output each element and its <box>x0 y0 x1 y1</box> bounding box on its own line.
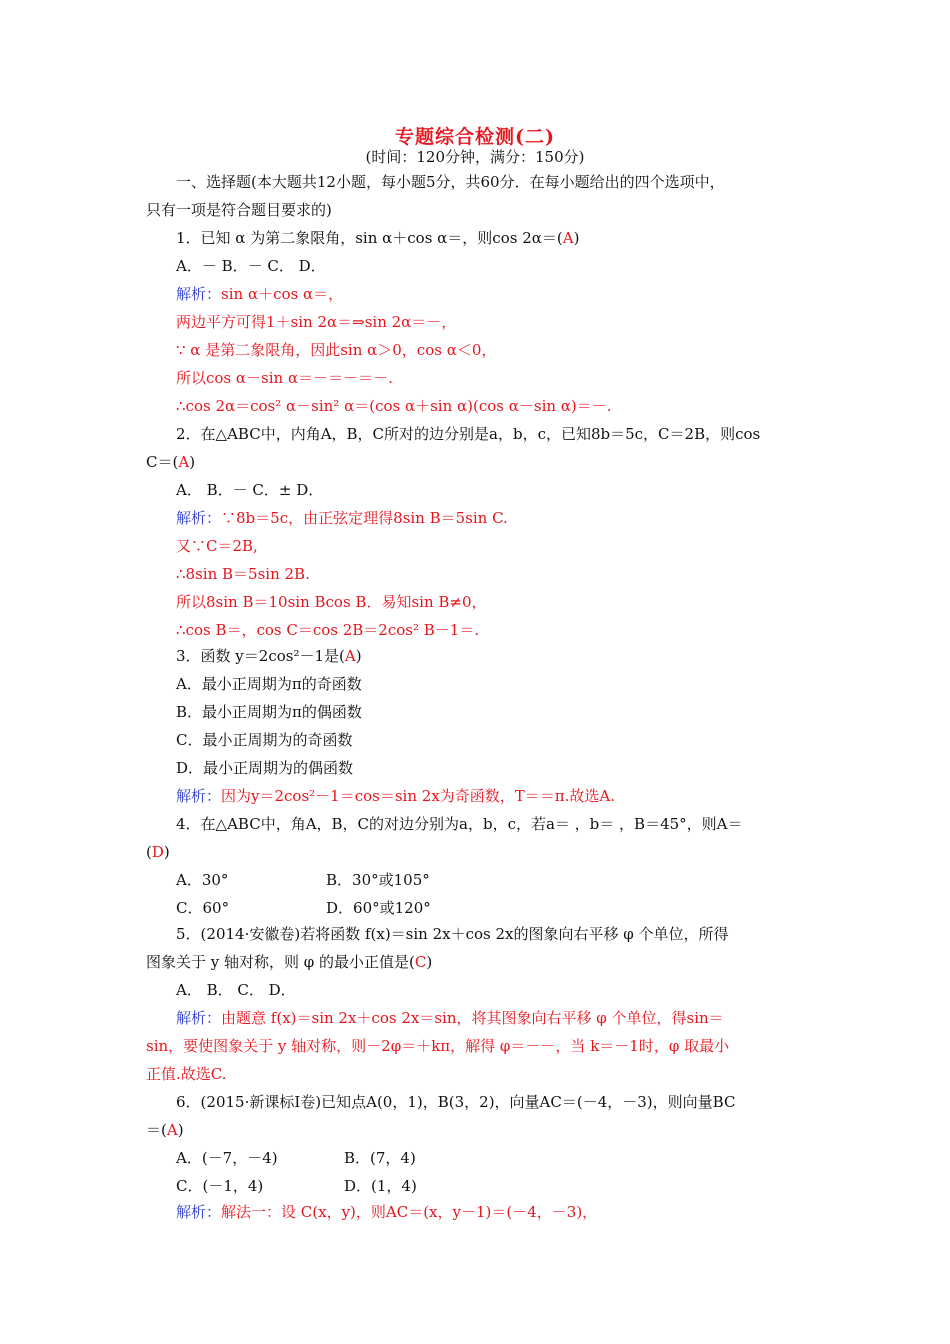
q4-answer: D <box>151 843 164 861</box>
q6-close: ) <box>177 1121 184 1139</box>
q1-solution-text1: sin α＋cos α＝， <box>221 285 344 303</box>
q3-stem-text: 3．函数 y＝2cos²－1是( <box>176 647 345 665</box>
q1-options: A．－ B．－ C． D． <box>176 257 326 275</box>
page-title: 专题综合检测(二) <box>395 126 555 148</box>
q6-solution-line1 <box>176 1202 597 1222</box>
q1-solution-label: 解析： <box>176 285 222 303</box>
q6-solution-text1: 解法一：设 C(x，y)，则AC＝(x，y－1)＝(－4，－3)， <box>221 1203 598 1221</box>
q6-option-c: C．(－1，4) <box>176 1177 264 1195</box>
q6-stem-line1: 6．(2015·新课标Ⅰ卷)已知点A(0，1)，B(3，2)，向量AC＝(－4，－3)，则向量BC <box>176 1093 736 1111</box>
q4-option-c: C．60° <box>176 899 230 917</box>
q4-close: ) <box>163 843 170 861</box>
q6-option-d: D．(1，4) <box>344 1177 417 1195</box>
q6-stem-line2 <box>146 1120 184 1140</box>
q3-answer: A <box>344 647 356 665</box>
q3-stem <box>176 646 362 666</box>
q1-solution-line3: ∵ α 是第二象限角，因此sin α＞0，cos α＜0， <box>176 341 497 359</box>
q3-close: ) <box>355 647 362 665</box>
q6-option-b: B．(7，4) <box>344 1149 416 1167</box>
q1-solution-line1 <box>176 284 343 304</box>
q5-answer: C <box>414 953 427 971</box>
q4-stem-line1: 4．在△ABC中，角A，B，C的对边分别为a，b，c，若a＝ ，b＝ ，B＝45°，则A＝ <box>176 815 743 833</box>
q1-answer: A <box>562 229 574 247</box>
q5-stem-text: 图象关于 y 轴对称，则 φ 的最小正值是( <box>146 953 415 971</box>
q1-solution-line2: 两边平方可得1＋sin 2α＝⇒sin 2α＝－， <box>176 313 457 331</box>
q2-stem-line1: 2．在△ABC中，内角A，B，C所对的边分别是a，b，c，已知8b＝5c，C＝2B，则cos <box>176 425 761 443</box>
q5-solution-label: 解析： <box>176 1009 222 1027</box>
q2-solution-line3: ∴8sin B＝5sin 2B. <box>176 565 310 583</box>
q2-solution-text1: ∵8b＝5c，由正弦定理得8sin B＝5sin C. <box>221 509 508 527</box>
q4-option-a: A．30° <box>176 871 229 889</box>
page-subtitle: (时间：120分钟，满分：150分) <box>365 148 585 166</box>
q3-option-a: A．最小正周期为π的奇函数 <box>176 675 362 693</box>
q3-option-c: C．最小正周期为的奇函数 <box>176 731 353 749</box>
q2-stem-text: C＝( <box>146 453 179 471</box>
q2-solution-line4: 所以8sin B＝10sin Bcos B．易知sin B≠0， <box>176 593 487 611</box>
q6-stem-text: ＝( <box>146 1121 167 1139</box>
q6-option-a: A．(－7，－4) <box>176 1149 278 1167</box>
q1-solution-line4: 所以cos α－sin α＝－＝－＝－. <box>176 369 393 387</box>
q2-stem-line2 <box>146 452 195 472</box>
q1-solution-line5: ∴cos 2α＝cos² α－sin² α＝(cos α＋sin α)(cos α－sin α)＝－. <box>176 397 612 415</box>
q2-solution-line2: 又∵C＝2B, <box>176 537 258 555</box>
q2-solution-label: 解析： <box>176 509 222 527</box>
q5-solution-line3: 正值.故选C. <box>146 1065 227 1083</box>
q5-solution-line2: sin，要使图象关于 y 轴对称，则－2φ＝＋kπ，解得 φ＝－－，当 k＝－1时，φ 取最小 <box>146 1037 730 1055</box>
q3-option-d: D．最小正周期为的偶函数 <box>176 759 354 777</box>
q5-close: ) <box>426 953 433 971</box>
q2-solution-line1 <box>176 508 508 528</box>
q1-stem-text: 1．已知 α 为第二象限角，sin α＋cos α＝，则cos 2α＝( <box>176 229 563 247</box>
q3-solution-label: 解析： <box>176 787 222 805</box>
q1-close: ) <box>573 229 580 247</box>
q5-options: A． B． C． D． <box>176 981 296 999</box>
q1-stem <box>176 228 579 248</box>
q2-solution-line5: ∴cos B＝，cos C＝cos 2B＝2cos² B－1＝. <box>176 621 480 639</box>
q5-solution-text1: 由题意 f(x)＝sin 2x＋cos 2x＝sin，将其图象向右平移 φ 个单位，得sin＝ <box>221 1009 724 1027</box>
q4-option-b: B．30°或105° <box>326 871 430 889</box>
q4-option-d: D．60°或120° <box>326 899 431 917</box>
q2-answer: A <box>178 453 190 471</box>
section-heading-line1: 一、选择题(本大题共12小题，每小题5分，共60分．在每小题给出的四个选项中， <box>176 173 725 191</box>
q5-stem-line1: 5．(2014·安徽卷)若将函数 f(x)＝sin 2x＋cos 2x的图象向右平移 φ 个单位，所得 <box>176 925 729 943</box>
q2-close: ) <box>189 453 196 471</box>
q5-stem-line2 <box>146 952 432 972</box>
section-heading-line2: 只有一项是符合题目要求的) <box>146 201 332 219</box>
q3-option-b: B．最小正周期为π的偶函数 <box>176 703 362 721</box>
q5-solution-line1 <box>176 1008 724 1028</box>
q4-stem-line2 <box>146 842 170 862</box>
q3-solution-line1 <box>176 786 615 806</box>
q3-solution-text1: 因为y＝2cos²－1＝cos＝sin 2x为奇函数，T＝＝π.故选A. <box>221 787 616 805</box>
q6-answer: A <box>166 1121 178 1139</box>
q2-options: A． B．－ C．± D． <box>176 481 324 499</box>
q6-solution-label: 解析： <box>176 1203 222 1221</box>
q4-stem-text: ( <box>146 843 152 861</box>
